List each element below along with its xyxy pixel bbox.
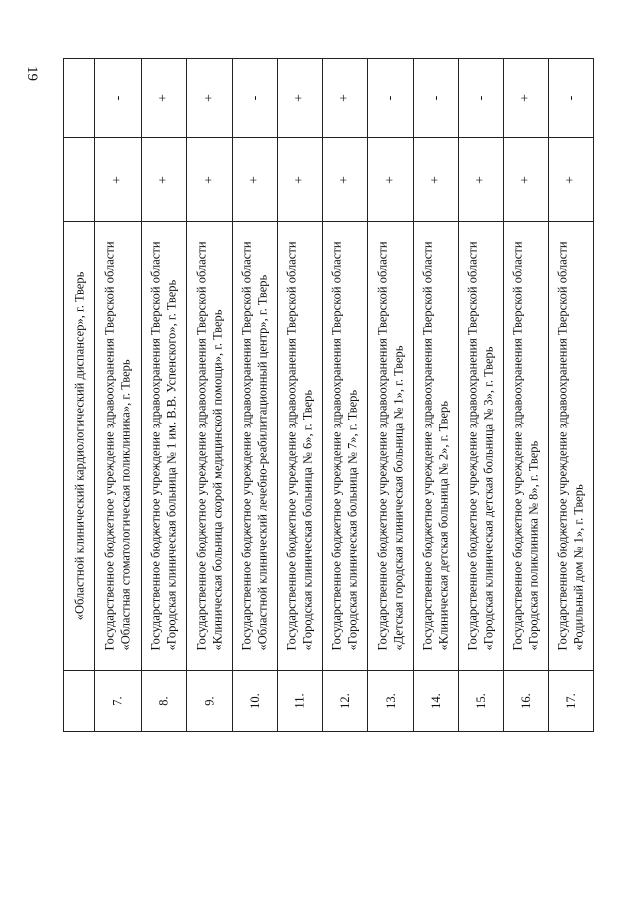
mark-column-b: + xyxy=(292,94,307,102)
institution-name-cell xyxy=(504,222,549,671)
institution-name-line: Государственное бюджетное учреждение здравоохранения Тверской области xyxy=(149,241,163,651)
mark-column-b: + xyxy=(518,94,533,102)
row-number: 14. xyxy=(429,693,443,709)
row-number-cell xyxy=(504,671,549,732)
row-number-cell xyxy=(142,671,187,732)
mark-cell-b xyxy=(459,59,504,138)
institution-name-cell xyxy=(233,222,278,671)
institution-name-line: «Областная стоматологическая поликлиника», г. Тверь xyxy=(119,359,133,651)
mark-cell-a xyxy=(368,138,414,222)
table-band-lines xyxy=(64,222,594,671)
mark-column-b: - xyxy=(109,95,125,101)
institution-name-cell xyxy=(459,222,504,671)
mark-column-a: + xyxy=(473,175,488,184)
row-number: 16. xyxy=(519,693,533,709)
row-number-cell xyxy=(233,671,278,732)
row-number-cell xyxy=(368,671,414,732)
institution-name-line: «Клиническая детская больница № 2», г. Тверь xyxy=(437,401,451,651)
row-number-cell xyxy=(64,671,95,732)
mark-cell-b xyxy=(64,59,95,138)
row-number-cell xyxy=(278,671,323,732)
row-number-cell xyxy=(549,671,594,732)
institution-name-line: Государственное бюджетное учреждение здравоохранения Тверской области xyxy=(330,241,344,651)
mark-cell-b xyxy=(323,59,368,138)
institution-name-line: Государственное бюджетное учреждение здравоохранения Тверской области xyxy=(194,241,209,651)
mark-cell-a xyxy=(414,138,459,222)
institution-name-cell xyxy=(278,222,323,671)
institution-name-line: «Городская клиническая детская больница № 3», г. Тверь xyxy=(482,346,496,651)
page-number: 19 xyxy=(24,66,40,81)
mark-column-a: + xyxy=(292,175,307,184)
mark-cell-b xyxy=(142,59,187,138)
row-number: 7. xyxy=(111,696,125,706)
institution-name-line: Государственное бюджетное учреждение здравоохранения Тверской области xyxy=(556,241,570,651)
institution-name-cell xyxy=(549,222,594,671)
institution-name-line: «Детская городская клиническая больница № 1», г. Тверь xyxy=(391,345,406,651)
institution-name-line: «Городская клиническая больница № 6», г. Тверь xyxy=(301,389,315,651)
mark-cell-a xyxy=(278,138,323,222)
row-number-cell xyxy=(187,671,233,732)
row-number: 12. xyxy=(338,693,352,709)
mark-column-b: - xyxy=(472,95,488,101)
document-table xyxy=(63,58,594,732)
mark-cell-b xyxy=(233,59,278,138)
institution-name-cell xyxy=(414,222,459,671)
institution-name-cell xyxy=(368,222,414,671)
institution-name-line: Государственное бюджетное учреждение здравоохранения Тверской области xyxy=(466,241,480,651)
institution-name-line: «Областной клинический кардиологический диспансер», г. Тверь xyxy=(72,271,86,621)
row-number-cell xyxy=(414,671,459,732)
mark-cell-a xyxy=(187,138,233,222)
institution-name-line: «Областной клинический лечебно-реабилитационный центр», г. Тверь xyxy=(256,274,270,651)
row-number-cell xyxy=(323,671,368,732)
mark-column-a: + xyxy=(563,175,578,184)
institution-name-cell xyxy=(187,222,233,671)
mark-column-a: + xyxy=(428,175,443,184)
mark-column-a: + xyxy=(382,175,398,184)
mark-column-b: - xyxy=(246,95,262,101)
institution-name-line: «Клиническая больница скорой медицинской помощи», г. Тверь xyxy=(210,309,225,651)
mark-column-a: + xyxy=(110,175,125,184)
mark-cell-b xyxy=(278,59,323,138)
institution-name-line: «Родильный дом № 1», г. Тверь xyxy=(572,484,586,651)
mark-cell-a xyxy=(233,138,278,222)
mark-cell-b xyxy=(414,59,459,138)
row-number: 15. xyxy=(474,693,488,709)
mark-column-b: + xyxy=(337,94,352,102)
institution-name-cell xyxy=(142,222,187,671)
mark-column-a: + xyxy=(247,175,262,184)
mark-cell-b xyxy=(187,59,233,138)
institution-name-line: «Городская клиническая больница № 1 им. В.В. Успенского», г. Тверь xyxy=(165,279,179,651)
institution-name-line: Государственное бюджетное учреждение здравоохранения Тверской области xyxy=(421,241,435,651)
mark-cell-a xyxy=(323,138,368,222)
institution-name-cell xyxy=(95,222,142,671)
row-number: 10. xyxy=(248,693,262,709)
institution-name-cell xyxy=(323,222,368,671)
institution-name-cell xyxy=(64,222,95,671)
mark-column-b: - xyxy=(427,95,443,101)
mark-cell-b xyxy=(95,59,142,138)
mark-cell-a xyxy=(95,138,142,222)
institution-name-line: «Городская клиническая больница № 7», г. Тверь xyxy=(346,389,360,651)
mark-cell-b xyxy=(504,59,549,138)
mark-column-b: - xyxy=(382,95,398,101)
mark-cell-a xyxy=(64,138,95,222)
row-number: 13. xyxy=(383,693,398,709)
row-number: 11. xyxy=(292,693,307,709)
mark-column-a: + xyxy=(518,175,533,184)
mark-column-a: + xyxy=(201,175,217,184)
mark-cell-a xyxy=(459,138,504,222)
table-band-b xyxy=(64,59,594,138)
row-number: 9. xyxy=(202,696,217,706)
mark-column-a: + xyxy=(337,175,352,184)
institution-name-line: Государственное бюджетное учреждение здравоохранения Тверской области xyxy=(240,241,254,651)
mark-cell-a xyxy=(504,138,549,222)
row-number: 8. xyxy=(157,696,171,706)
mark-column-b: + xyxy=(201,94,217,102)
row-number-cell xyxy=(95,671,142,732)
institution-name-line: Государственное бюджетное учреждение здравоохранения Тверской области xyxy=(103,241,117,651)
mark-column-a: + xyxy=(156,175,171,184)
table-band-a xyxy=(64,138,594,222)
institution-name-line: Государственное бюджетное учреждение здравоохранения Тверской области xyxy=(285,241,299,651)
institution-name-line: «Городская поликлиника № 8», г. Тверь xyxy=(527,440,541,651)
mark-column-b: + xyxy=(156,94,171,102)
institution-name-line: Государственное бюджетное учреждение здравоохранения Тверской области xyxy=(375,241,390,651)
mark-cell-b xyxy=(368,59,414,138)
mark-cell-a xyxy=(549,138,594,222)
row-number: 17. xyxy=(564,693,578,709)
table-band-num xyxy=(64,671,594,732)
mark-column-b: - xyxy=(562,95,578,101)
mark-cell-a xyxy=(142,138,187,222)
row-number-cell xyxy=(459,671,504,732)
mark-cell-b xyxy=(549,59,594,138)
institution-name-line: Государственное бюджетное учреждение здравоохранения Тверской области xyxy=(511,241,525,651)
